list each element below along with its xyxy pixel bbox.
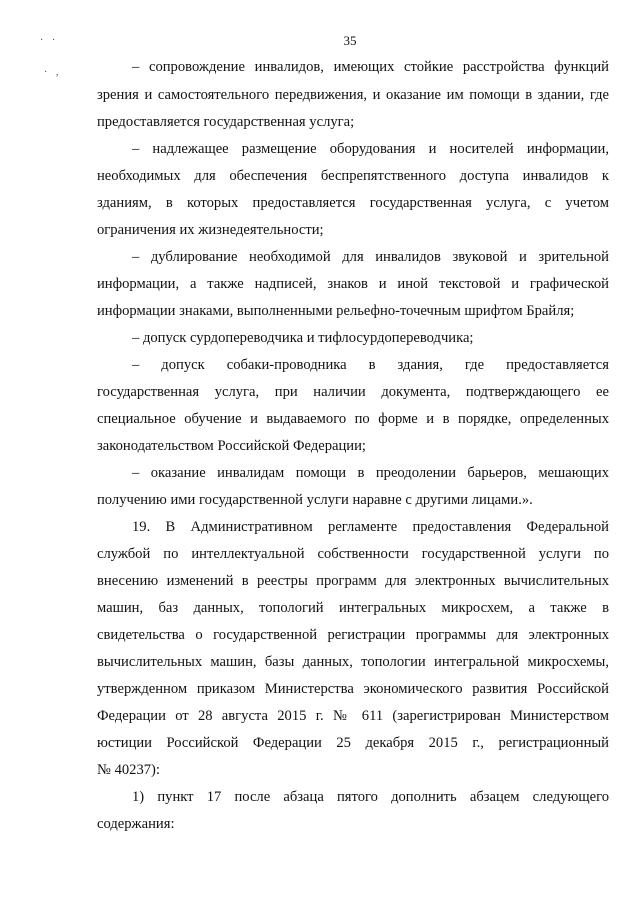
text-line: свидетельства о государственной регистрации программы для электронных [97, 627, 609, 643]
text-line: утвержденном приказом Министерства экономического развития Российской [97, 681, 609, 697]
text-line: предоставляется государственная услуга; [97, 114, 355, 130]
text-line: содержания: [97, 816, 175, 832]
text-line: 1) пункт 17 после абзаца пятого дополнить абзацем следующего [132, 789, 609, 805]
scan-mark: · , [44, 67, 62, 78]
text-line: службой по интеллектуальной собственности государственной услуги по [97, 546, 609, 562]
text-line: необходимых для обеспечения беспрепятственного доступа инвалидов к [97, 168, 609, 184]
text-line: внесению изменений в реестры программ для электронных вычислительных [97, 573, 609, 589]
text-line: 19. В Административном регламенте предоставления Федеральной [132, 519, 609, 535]
text-line: информации, а также надписей, знаков и иной текстовой и графической [97, 276, 609, 292]
text-line: государственная услуга, при наличии документа, подтверждающего ее [97, 384, 609, 400]
text-line: – надлежащее размещение оборудования и носителей информации, [132, 141, 609, 157]
text-line: вычислительных машин, базы данных, топологии интегральной микросхемы, [97, 654, 609, 670]
text-line: – дублирование необходимой для инвалидов звуковой и зрительной [132, 249, 609, 265]
text-line: – допуск сурдопереводчика и тифлосурдопереводчика; [132, 330, 474, 346]
text-line: получению ими государственной услуги наравне с другими лицами.». [97, 492, 533, 508]
text-line: специальное обучение и выдаваемого по форме и в порядке, определенных [97, 411, 609, 427]
text-line: юстиции Российской Федерации 25 декабря 2015 г., регистрационный [97, 735, 609, 751]
page-number: 35 [343, 33, 357, 48]
scan-mark: · · [40, 35, 59, 46]
text-line: – сопровождение инвалидов, имеющих стойкие расстройства функций [132, 59, 609, 75]
text-line: – допуск собаки-проводника в здания, где предоставляется [132, 357, 609, 373]
text-line: ограничения их жизнедеятельности; [97, 222, 324, 238]
text-line: машин, баз данных, топологий интегральных микросхем, а также в [97, 600, 609, 616]
text-line: № 40237): [97, 762, 160, 778]
text-line: законодательством Российской Федерации; [97, 438, 366, 454]
text-line: зданиям, в которых предоставляется государственная услуга, с учетом [97, 195, 609, 211]
text-line: – оказание инвалидам помощи в преодолении барьеров, мешающих [132, 465, 609, 481]
text-line: информации знаками, выполненными рельефно-точечным шрифтом Брайля; [97, 303, 575, 319]
text-line: зрения и самостоятельного передвижения, и оказание им помощи в здании, где [97, 87, 609, 103]
text-line: Федерации от 28 августа 2015 г. № 611 (зарегистрирован Министерством [97, 708, 609, 724]
